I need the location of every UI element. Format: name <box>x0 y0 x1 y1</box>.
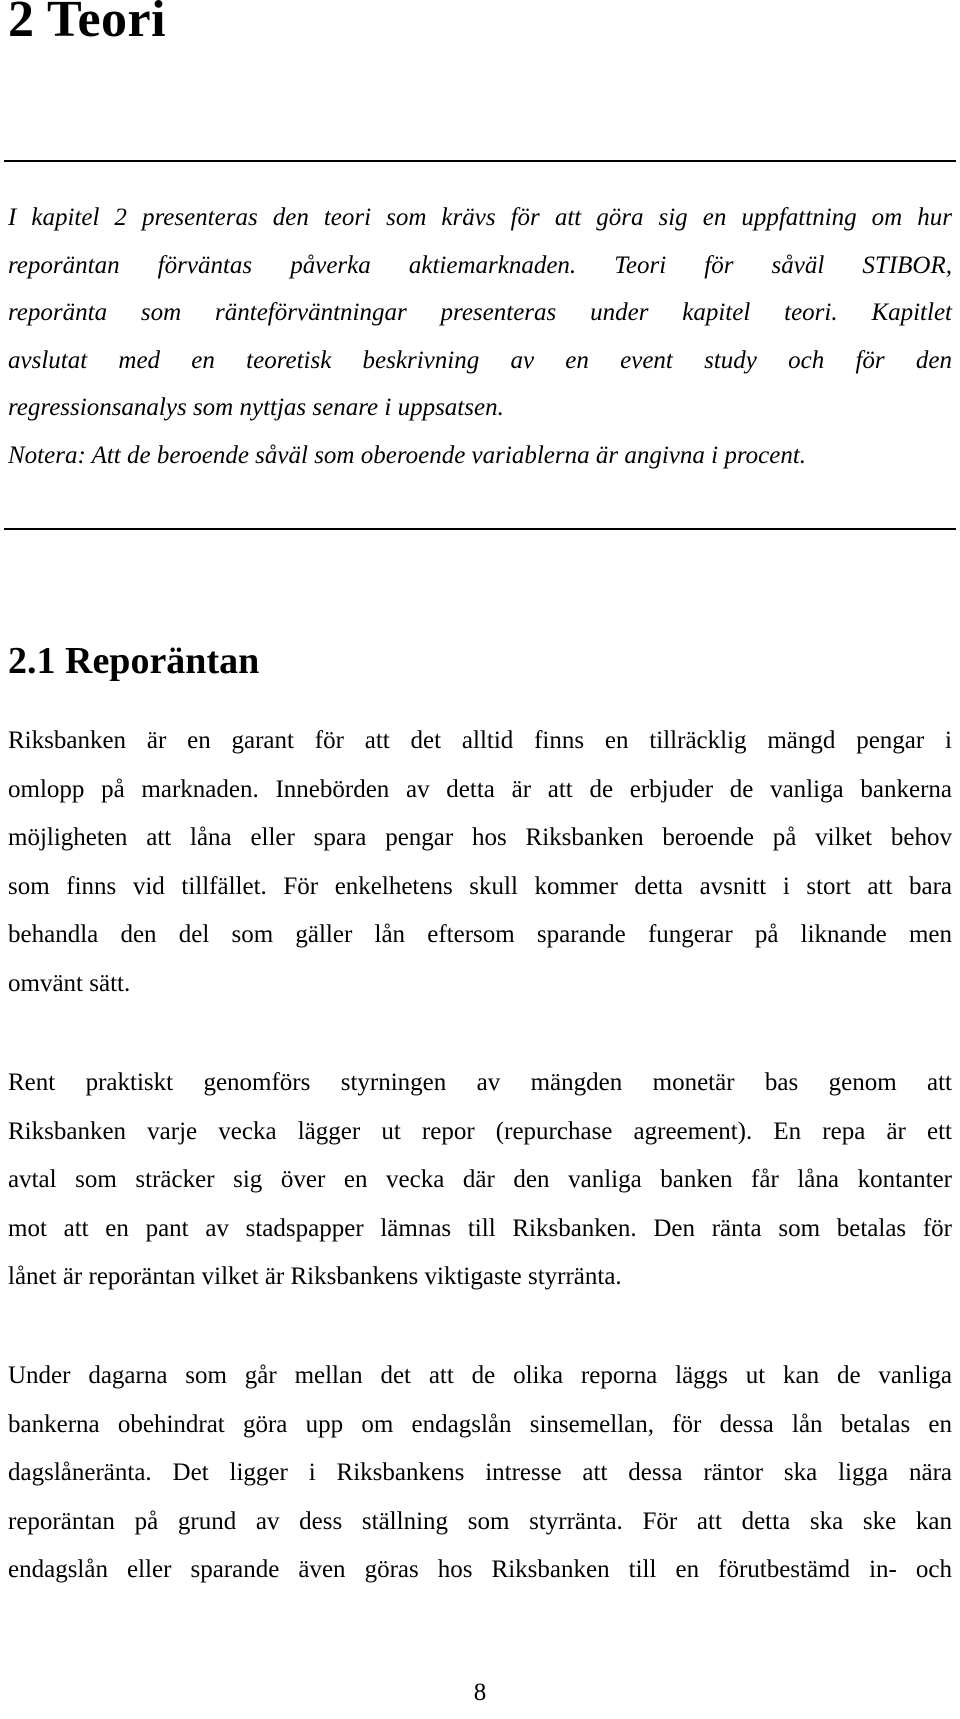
body-paragraph <box>8 1059 952 1302</box>
paragraph-line: endagslån eller sparande även göras hos Riksbanken till en förutbestämd in- och <box>8 1556 952 1584</box>
paragraph-line: avtal som sträcker sig över en vecka där den vanliga banken får låna kontanter <box>8 1166 952 1194</box>
body-paragraph <box>8 1352 952 1595</box>
intro-bottom-rule <box>4 528 956 530</box>
paragraph-line: Riksbanken är en garant för att det alltid finns en tillräcklig mängd pengar i <box>8 727 952 754</box>
intro-note: Notera: Att de beroende såväl som oberoende variablerna är angivna i procent. <box>8 441 807 469</box>
paragraph-line: som finns vid tillfället. För enkelhetens skull kommer detta avsnitt i stort att bara <box>8 872 952 900</box>
paragraph-line: bankerna obehindrat göra upp om endagslån sinsemellan, för dessa lån betalas en <box>8 1410 952 1438</box>
intro-line: avslutat med en teoretisk beskrivning av en event study och för den <box>8 346 952 374</box>
intro-line: reporänta som ränteförväntningar presenteras under kapitel teori. Kapitlet <box>8 299 952 326</box>
paragraph-line: omlopp på marknaden. Innebörden av detta är att de erbjuder de vanliga bankerna <box>8 775 952 803</box>
body-paragraph <box>8 717 952 1009</box>
paragraph-line: omvänt sätt. <box>8 969 131 997</box>
section-title: 2.1 Reporäntan <box>8 640 260 682</box>
chapter-intro <box>8 194 952 479</box>
intro-line: I kapitel 2 presenteras den teori som krävs för att göra sig en uppfattning om hur <box>8 204 952 231</box>
paragraph-line: möjligheten att låna eller spara pengar hos Riksbanken beroende på vilket behov <box>8 824 952 852</box>
paragraph-line: reporäntan på grund av dess ställning som styrränta. För att detta ska ske kan <box>8 1507 952 1535</box>
page-number: 8 <box>473 1679 487 1706</box>
paragraph-line: Rent praktiskt genomförs styrningen av mängden monetär bas genom att <box>8 1069 952 1096</box>
paragraph-line: mot att en pant av stadspapper lämnas till Riksbanken. Den ränta som betalas för <box>8 1214 952 1242</box>
paragraph-line: lånet är reporäntan vilket är Riksbankens viktigaste styrränta. <box>8 1263 622 1291</box>
paragraph-line: behandla den del som gäller lån eftersom sparande fungerar på liknande men <box>8 921 952 949</box>
intro-line: regressionsanalys som nyttjas senare i uppsatsen. <box>8 394 504 421</box>
paragraph-line: dagslåneränta. Det ligger i Riksbankens intresse att dessa räntor ska ligga nära <box>8 1459 952 1487</box>
intro-top-rule <box>4 160 956 162</box>
chapter-title: 2 Teori <box>8 0 167 48</box>
paragraph-line: Riksbanken varje vecka lägger ut repor (repurchase agreement). En repa är ett <box>8 1117 952 1145</box>
paragraph-line: Under dagarna som går mellan det att de olika reporna läggs ut kan de vanliga <box>8 1362 952 1389</box>
intro-line: reporäntan förväntas påverka aktiemarknaden. Teori för såväl STIBOR, <box>8 251 952 279</box>
